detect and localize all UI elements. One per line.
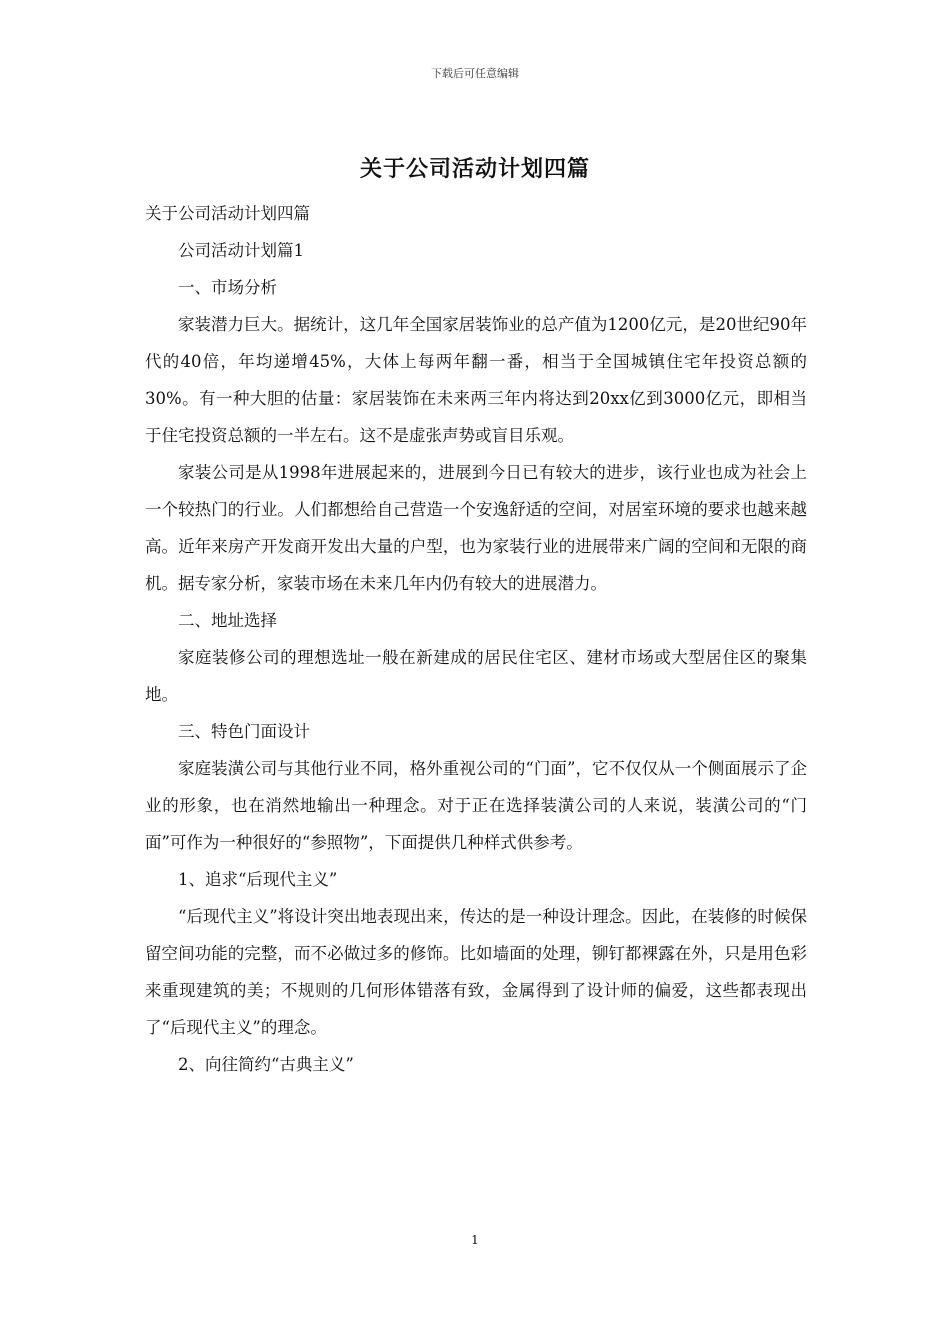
paragraph-heading-postmodern: 1、追求“后现代主义” <box>178 870 338 889</box>
paragraph-market-potential: 家装潜力巨大。据统计，这几年全国家居装饰业的总产值为1200亿元，是20世纪90年代的40倍，年均递增45%，大体上每两年翻一番，相当于全国城镇住宅年投资总额的30%。有一种大胆的估量：家居装饰在未来两三年内将达到20xx亿到3000亿元，即相当于住宅投资总额的一半左右。这不是虚张声势或盲目乐观。 <box>145 315 807 445</box>
paragraph-subtitle: 关于公司活动计划四篇 <box>145 204 310 223</box>
page-number: 1 <box>471 1233 479 1247</box>
paragraph-section-heading: 公司活动计划篇1 <box>178 241 304 260</box>
document-body <box>145 195 807 1083</box>
paragraph-heading-classical: 2、向往简约“古典主义” <box>178 1055 354 1074</box>
paragraph-storefront-design: 家庭装潢公司与其他行业不同，格外重视公司的“门面”，它不仅仅从一个侧面展示了企业的形象，也在消然地输出一种理念。对于正在选择装潢公司的人来说，装潢公司的“门面”可作为一种很好的“参照物”，下面提供几种样式供参考。 <box>145 759 807 852</box>
paragraph-postmodern: “后现代主义”将设计突出地表现出来，传达的是一种设计理念。因此，在装修的时候保留空间功能的完整，而不必做过多的修饰。比如墙面的处理，铆钉都裸露在外，只是用色彩来重现建筑的美；不规则的几何形体错落有致，金属得到了设计师的偏爱，这些都表现出了“后现代主义”的理念。 <box>145 907 807 1037</box>
paragraph-heading-location: 二、地址选择 <box>178 611 277 630</box>
document-title: 关于公司活动计划四篇 <box>359 156 590 182</box>
paragraph-heading-market-analysis: 一、市场分析 <box>178 278 277 297</box>
paragraph-heading-storefront: 三、特色门面设计 <box>178 722 310 741</box>
page-header-note: 下载后可任意编辑 <box>431 67 519 80</box>
paragraph-location-choice: 家庭装修公司的理想选址一般在新建成的居民住宅区、建材市场或大型居住区的聚集地。 <box>145 648 807 704</box>
paragraph-industry-development: 家装公司是从1998年进展起来的，进展到今日已有较大的进步，该行业也成为社会上一个较热门的行业。人们都想给自己营造一个安逸舒适的空间，对居室环境的要求也越来越高。近年来房产开发商开发出大量的户型，也为家装行业的进展带来广阔的空间和无限的商机。据专家分析，家装市场在未来几年内仍有较大的进展潜力。 <box>145 463 807 593</box>
